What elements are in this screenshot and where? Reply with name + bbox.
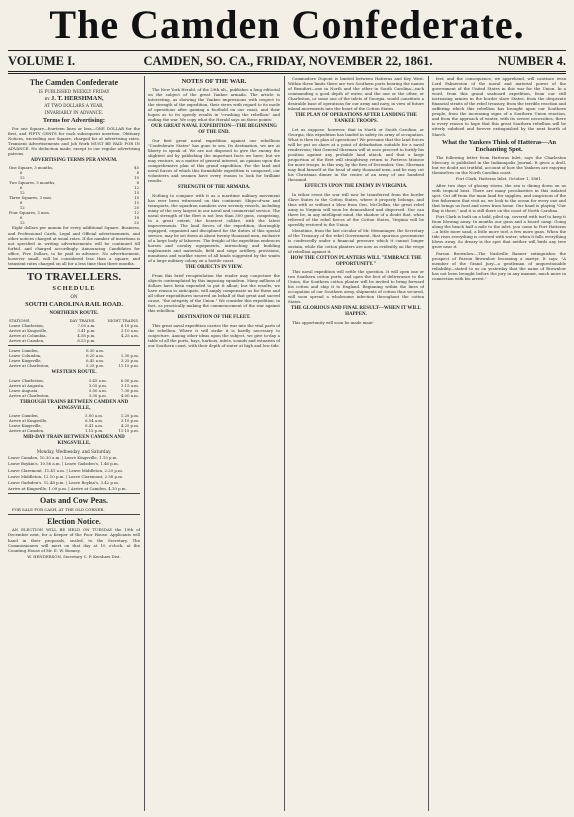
table-cell: 12 [134,185,139,191]
top-text: fest, and the consequence, we apprehend, will convince even Lord Palmerston of the moral and material power of the government of the United States in this war for the Union. In a word, from this grand seaboard expedition, from our still increasing armies in the border slave States, from the desperate financial straits of the rebel treasury, from the terrible reaction and suffering which this rebellion has brought upon our Southern people, from the increasing signs of a Southern Union reaction, and from the approach of winter, with its severe necessities, there is every reason to hope that this great Southern rebellion will be utterly subdued and forever extinguished by the next fourth of March. [432,76,566,137]
meantime-text: Meantime, from the last circular of Mr. Memminger, the Secretary of the Treasury of the rebel Government, that spurious government is confessedly under a financial pressure which it cannot longer sustain, while the cotton planters are now as evidently on the verge of rebellion against it. [288,228,424,254]
table-cell: Arrive at Camden, [9,428,45,434]
table-cell: 3.41 p.m. [77,328,96,334]
table-cell: 6.10 p.m. [120,323,139,329]
table-cell: 6.45 a.m. [86,358,105,364]
table-cell: 4.00 a.m. [121,392,139,398]
objects-text: From this brief recapitulation the reader may conjecture the objects contemplated by this imposing squadron. Many millions of dollars have been expended to put it afloat; but the results, we have reason to anticipate, will amply compensate us for these and all other expenditures incurred on behalf of that great and sacred cause, "the integrity of the Union." We consider this expedition, in fact, as practically making the commencement of the war against this rebellion. [148,272,280,314]
table-cell: Arrive at Camden, [9,338,45,344]
rates-title: ADVERTISING TERMS PER ANNUM. [30,157,118,163]
camden-branch-table [8,413,140,433]
published-line: IS PUBLISHED WEEKLY FRIDAY [38,88,110,94]
travelers-title: TO TRAVELLERS. [26,270,122,283]
column-rule-2 [284,76,285,811]
table-cell: 7.30 p.m. [120,387,139,393]
table-cell: 8 [136,180,139,186]
table-cell: 5.00 a.m. [85,413,104,419]
list-item: Arrive at Kingsville, 1.09 p.m. | Arrive at Camden, 4.10 p.m. [8,486,127,492]
table-cell: 5.45 a.m. [88,377,107,383]
header-stations: STATIONS. [9,318,31,324]
oats-text: FOR SALE FOR CASH, AT THE OLD CORNER. [12,506,105,512]
table-cell: Leave Kingsville, [9,423,42,429]
intro-text: Commodore Dupont is limited between Hatteras and Key West. Within these limits there are two Southern ports bearing the names of Beaufort—one in North and the other in South Carolina—each commanding a good depth of water, and the one or the other, or Charleston, or some one of the inlets of Georgia, would constitute a desirable base of operations for our army and navy, in view of future inland movements into the heart of the Cotton States. [288,76,424,112]
masthead-rule [8,50,566,51]
place-date: CAMDEN, SO. CA., FRIDAY, NOVEMBER 22, 1861. [143,54,433,68]
election-text: AN ELECTION WILL BE HELD ON TUESDAY the 19th of December next, for a Keeper of the Poor House. Applicants will hand in their proposals, sealed, to the Secretary. The Commissioners will meet on that day at 10 o'clock, at the Counting House of Mr. E. W. Bonney. [8,527,140,553]
table-cell: Two Squares, 3 months, [9,180,56,186]
column-3 [288,76,424,811]
notes-title: NOTES OF THE WAR. [181,78,247,85]
table-cell: $5 [134,165,139,171]
header-day: DAY TRAINS. [69,318,96,324]
virginia-text: In either event the war will now be transferred from the border Slave States to the Cotton States, where it properly belongs, and thus with or without a blow from Gen. McClellan, the great rebel army in Virginia will soon be demoralized and dispersed. Nor can there be, in any intelligent mind, the shadow of a doubt that, when relieved of the rebel forces of the Cotton States, Virginia will be speedily restored to the Union. [288,191,424,228]
strength-text: Nothing to compare with it as a maritime military movement has ever been witnessed on this continent. Ships-of-war and transports, the squadron numbers over seventy vessels, including many of the very largest in our naval and commercial service. The naval strength of the fleet is not less than 300 guns, comprising, to a great extent, the heaviest calibre, with the latest improvements. The land forces of the expedition, thoroughly equipped, organized and disciplined for the duties of this special service, may be set down at about twenty thousand men, exclusive of a large body of laborers. The freight of the expedition embraces horses and cavalry equipments, intrenching and building implements and materials, field and siege artillery, provisions, munitions and warlike stores of all kinds suggested by the wants of a large military colony on a hostile coast. [148,192,280,264]
table-cell: 12 [9,175,25,181]
publisher-name: J. T. HERSHMAN, [51,94,104,102]
by-prefix: BY [44,95,50,101]
table-cell: 6.53 p.m. [77,338,96,344]
table-row [8,338,140,343]
table-cell: 6 [9,170,23,176]
list-item: Leave Middleton, 12.10 p.m. | Leave Claremont, 2.58 p.m. [8,473,124,479]
parson-text: Parson Brownlow.—The Nashville Banner extinguishes the prospect of Parson Brownlow becoming a martyr. It says: "A member of the Grand Jury—a gentleman of unquestionable reliability—stated to us on yesterday that the name of Brownlow has not been brought before the jury in any manner, much more in connection with his arrest." [432,250,566,281]
table-cell: 25 [134,220,139,226]
rates-note: Eight dollars per annum for every additional Square. Business, and Professional Cards, Legal and Official advertisements, and other notices charged at usual rates. If the number of insertions is not specified in writing advertisements will be continued till forbid, and charged accordingly. Announcing Candidates for office, Five Dollars, to be paid in advance. No advertisement, however small, will be considered less than a square; and transient rates charged on all for a less time than three months. [8,225,140,266]
divider [8,345,140,346]
column-1 [8,76,140,811]
planters-text: This naval expedition will settle the question. It will open one or two Southern cotton ports, and open the foot of deliverance to the Union, the Southern cotton planter will be invited to bring forward his cotton and ship it to England. Beginning within the lines of occupation of our Southern army, shipments of cotton thus secured, will soon spread a wholesome infection throughout the cotton States. [288,269,424,305]
list-item: Leave Boykin's, 10.56 a.m. | Leave Gadsden's, 1.46 p.m. [8,461,119,467]
table-cell: 15 [134,200,139,206]
table-cell: 6.00 p.m. [120,377,139,383]
header-night: NIGHT TRAINS. [107,318,139,324]
election-signature: W. HENDERSON, Secretary C. P. Kershaw Dist. [27,553,121,559]
northern-route-table [8,318,140,343]
camden-branch-title: THROUGH TRAINS BETWEEN CAMDEN AND KINGSVILLE, [19,399,129,411]
table-cell: Arrive at Charleston, [9,363,50,369]
table-row [8,428,140,433]
dateline [8,53,566,69]
schedule-on: ON [70,294,78,300]
table-cell: 12 [9,205,25,211]
dateline-rule-bottom [8,73,566,74]
table-cell: 5.00 a.m. [88,387,107,393]
oats-title: Oats and Cow Peas. [39,496,108,506]
glorious-text: This opportunity will soon be made mani- [292,319,374,325]
table-cell: Leave Columbia, [9,353,42,359]
column-2 [148,76,280,811]
dateline-rule-top [8,71,566,72]
glorious-title: THE GLORIOUS AND FINAL RESULT—WHEN IT WILL HAPPEN. [291,306,421,318]
table-cell: 8 [136,170,139,176]
midday-list [8,455,140,491]
plan-title: THE PLAN OF OPERATIONS AFTER LANDING THE YANKEE TROOPS. [295,113,417,125]
table-cell: 1.15 p.m. [85,428,104,434]
column-4 [432,76,566,811]
scene-text: Fort Clark is built on a bald, piled up, covered with turf to keep it from blowing away. In months our guns and a board camp. Going along the beach half a mile to the inlet, you come to Fort Hatteras—a little more sand, a little more turf, a few more guns. When the tide rises everything is covered with water; when it falls everything blows away. So dreary is the spot that neither will birds any tree grow near it. [432,214,566,250]
table-cell: 4.25 p.m. [120,423,139,429]
table-cell: 6 [9,200,23,206]
table-cell: 3.05 p.m. [88,382,107,388]
table-cell: 6.41 a.m. [85,423,104,429]
election-title: Election Notice. [47,516,101,526]
table-cell: 15 [134,190,139,196]
destination-text: This great naval expedition carries the war into the vital parts of the rebellion. Where it will strike it is hardly necessary to conjecture. Among other ideas upon the subject, we give to-day a table of all the ports, bays, harbors, inlets, sounds and estuaries of our Southern coast, with their depth of water at high and low tide. [148,322,280,348]
table-cell: 11.15 p.m. [118,363,139,369]
table-cell: Leave Augusta, [9,387,39,393]
table-cell: Four Squares, 3 mos. [9,210,51,216]
plan-text: Let us suppose, however, that in North or South Carolina, or Georgia, this expedition has landed in safety its army of occupation. What is then its plan of operations? We presume that the land forces will be put on shore at a point of debarkation suitable for a naval rendezvous; that General Sherman will at once proceed to fortify his position against any probable land attack, and that a large proportion of the fleet will straightway return to Fortress Monroe for more troops. In this way, by the first of December, Gen. Sherman may find himself at the head of sixty thousand men, and he may cut his Christmas dinner in the centre of an army of one hundred thousand. [288,126,424,183]
destination-title: DESTINATION OF THE FLEET. [177,315,251,321]
masthead-title: The Camden Confederate. [49,2,525,47]
column-rule-1 [144,76,145,811]
table-row [8,363,140,368]
table-cell: 1.30 p.m. [120,353,139,359]
virginia-title: EFFECTS UPON THE ENEMY IN VIRGINIA. [304,184,408,190]
table-cell: Arrive at Kingsville, [9,328,48,334]
northern-route-title: NORTHERN ROUTE. [49,310,99,316]
table-cell: One Square, 3 months, [9,165,54,171]
price-line: AT TWO DOLLARS A YEAR, [44,103,104,109]
table-cell: 3.25 p.m. [120,358,139,364]
terms-title: Terms for Advertising: [42,116,106,124]
table-cell: Leave Kingsville, [9,358,42,364]
table-cell: Leave Charleston, [9,323,44,329]
table-cell: 4.58 p.m. [77,333,96,339]
great-text: Our first great naval expedition against our rebellious "Confederate States" has gone to sea. Its destination, we are at liberty to speak of. We are not disposed to give the enemy the slightest aid by publishing the important facts we have; but we may venture, as a matter of general interest, an opinion upon the comprehensive plan of this grand expedition. For the land and naval forces of which this formidable expedition is composed, our volunteers and seamen have every reason to look for brilliant results. [148,137,280,184]
publisher-line [8,95,140,103]
table-cell: 1.20 p.m. [120,413,139,419]
table-cell: 3.30 p.m. [88,392,107,398]
paper-title: The Camden Confederate [29,78,119,87]
rates-table [8,165,140,225]
planters-title: HOW THE COTTON PLANTERS WILL "EMBRACE THE OPPORTUNITY." [290,255,422,267]
list-item: Leave Claremont, 11.41 a.m. | Leave Middleton, 2.20 p.m. [8,467,123,473]
yankees-title: What the Yankees Think of Hatteras—An Enchanting Spot. [441,138,557,154]
table-cell: 4.25 a.m. [121,333,139,339]
table-cell: 12 [9,190,25,196]
notes-text: The New York Herald, of the 29th ult., publishes a long editorial on the subject of the great Yankee armada. The article is interesting, as showing the Yankee impressions with respect to the strength of the expedition, their views with regard to its mode of operations after gaining a foothold on our coast, and their hopes as to its speedy results in "crushing the rebellion" and ending the war. We copy what the Herald says on these points: [148,87,280,123]
table-cell: 3.10 p.m. [120,418,139,424]
table-cell: 6.54 a.m. [85,418,104,424]
southern-route-table [8,348,140,368]
table-cell: Arrive at Kingsville, [9,418,48,424]
table-cell: Leave Camden, [9,348,39,354]
terms-note: INVARIABLY IN ADVANCE. [44,109,104,115]
table-cell: 3.15 a.m. [121,382,139,388]
terms-text: For one Square—fourteen lines or less—ONE DOLLAR for the first, and FIFTY CENTS for each subsequent insertion. Obituary Notices, exceeding one Square, charged for at advertising rates. Transient Advertisements and Job Work MUST BE PAID FOR IN ADVANCE. No deduction made, except to our regular advertising patrons. [8,125,140,156]
divider [8,493,140,494]
table-cell: 20 [134,205,139,211]
railroad-title: SOUTH CAROLINA RAIL ROAD. [25,301,123,309]
table-cell: Arrive at Charleston, [9,392,50,398]
list-item: Leave Gadsden's, 12.48 p.m. | Leave Boykin's, 3.42 p.m. [8,480,120,486]
table-cell: 12 [134,210,139,216]
objects-title: THE OBJECTS IN VIEW. [185,265,243,271]
table-cell: 6.30 a.m. [86,348,105,354]
table-cell: Arrive at Columbia, [9,333,47,339]
table-cell: 6 [9,185,23,191]
western-route-title: WESTERN ROUTE. [51,370,97,376]
table-cell: Leave Charleston, [9,377,44,383]
table-row [8,393,140,398]
volume-label: VOLUME I. [8,54,76,68]
table-cell: 7.00 a.m. [77,323,96,329]
divider [8,514,140,515]
table-cell [97,338,141,343]
divider [8,268,140,269]
issue-number: NUMBER 4. [497,54,566,68]
table-cell: 10 [134,195,139,201]
strength-title: STRENGTH OF THE ARMADA. [177,185,251,191]
table-cell: Three Squares, 3 mos. [9,195,53,201]
list-item: Leave Camden, 10.30 a.m. | Leave Kingsville, 1.15 p.m. [8,455,118,461]
western-route-table [8,378,140,398]
table-cell: 6.20 a.m. [86,353,105,359]
table-cell: 12 [9,220,25,226]
table-cell: 6 [9,215,23,221]
midday-title: MID-DAY TRAIN BETWEEN CAMDEN AND KINGSVILLE, [23,435,125,447]
table-cell: 3.10 a.m. [121,328,139,334]
fort-line: Fort Clark, Hatteras Inlet, October 1, 1861. [455,176,543,182]
great-title: OUR GREAT NAVAL EXPEDITION—THE BEGINNING OF THE END. [150,124,278,136]
table-cell: Leave Camden, [9,413,39,419]
column-rule-3 [428,76,429,811]
table-cell: 11.15 p.m. [118,428,139,434]
table-cell: Arrive at Augusta, [9,382,45,388]
fort-text: After two days of gloomy storm, the sea is dining down on us with tropical heat. There are many peculiarities in this isolated spot. Cut off from the main land for supplies, and suspicious of the few fishermen that visit us, we look to the ocean for every one and that brings us food and news from home. Our band is playing "Our flag is there," and it is still there on the coast of North Carolina. [432,182,566,213]
schedule-title: SCHEDULE [52,285,96,293]
midday-days: Monday, Wednesday, and Saturday. [36,448,112,454]
yankees-text: The following letter from Hatteras Inlet, says the Charleston Mercury, is published in the Indianapolis Journal. It gives a droll, but we doubt not truthful, account of how the Yankees are enjoying themselves on the North Carolina coast. [432,155,566,176]
table-cell: 5.25 p.m. [85,363,105,369]
table-cell: 18 [134,215,139,221]
table-cell: 10 [134,175,139,181]
